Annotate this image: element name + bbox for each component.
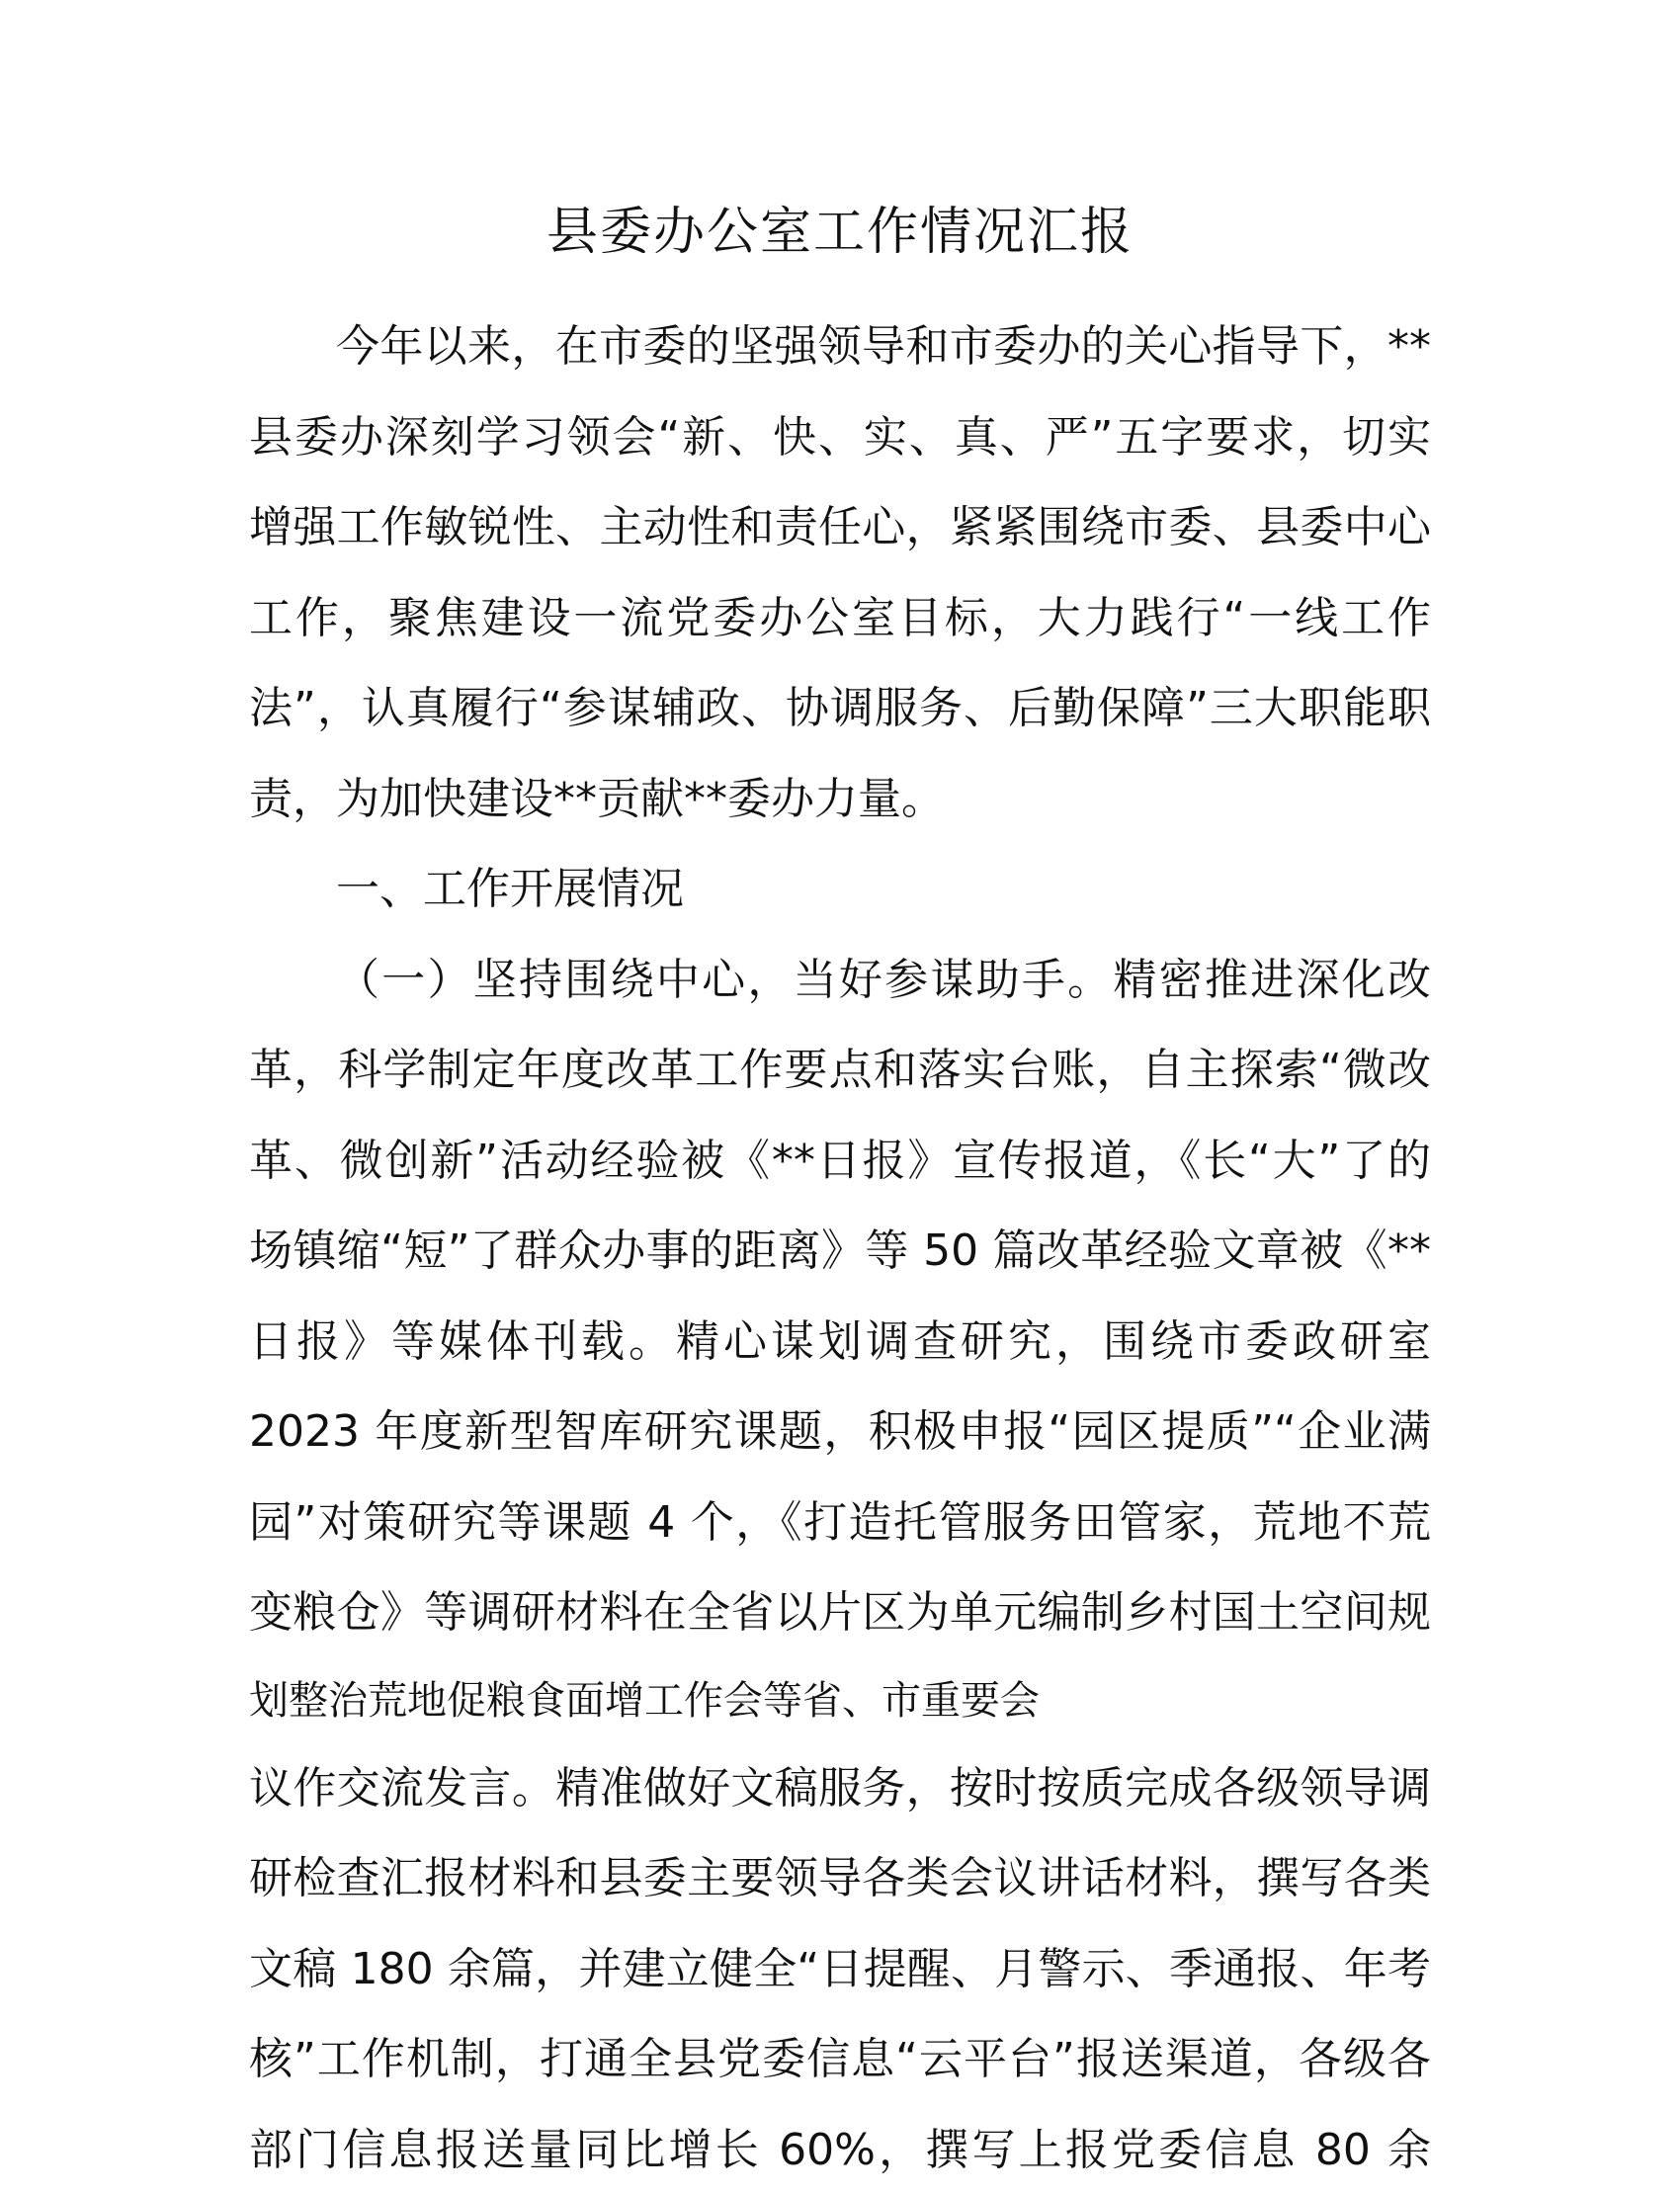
paragraph-line: 划整治荒地促粮食面增工作会等省、市重要会 xyxy=(249,1658,1431,1743)
paragraph-line: 日报》等媒体刊载。精心谋划调查研究，围绕市委政研室 xyxy=(249,1297,1431,1388)
paragraph-line: 部门信息报送量同比增长 60%，撰写上报党委信息 80 余 xyxy=(249,2105,1431,2195)
paragraph-line: 工作，聚焦建设一流党委办公室目标，大力践行“一线工作 xyxy=(249,573,1431,664)
document-title: 县委办公室工作情况汇报 xyxy=(0,198,1680,267)
paragraph-line: 革、微创新”活动经验被《**日报》宣传报道，《长“大”了的 xyxy=(249,1116,1431,1207)
paragraph-line: （一）坚持围绕中心，当好参谋助手。精密推进深化改 xyxy=(249,935,1431,1026)
paragraph-line: 法”，认真履行“参谋辅政、协调服务、后勤保障”三大职能职 xyxy=(249,663,1431,754)
paragraph-line: 园”对策研究等课题 4 个，《打造托管服务田管家，荒地不荒 xyxy=(249,1477,1431,1568)
paragraph-line: 研检查汇报材料和县委主要领导各类会议讲话材料，撰写各类 xyxy=(249,1833,1431,1924)
paragraph-line: 文稿 180 余篇，并建立健全“日提醒、月警示、季通报、年考 xyxy=(249,1924,1431,2015)
section-heading: 一、工作开展情况 xyxy=(249,844,1431,935)
paragraph-line: 革，科学制定年度改革工作要点和落实台账，自主探索“微改 xyxy=(249,1025,1431,1116)
document-body xyxy=(249,301,1431,2195)
paragraph-line: 县委办深刻学习领会“新、快、实、真、严”五字要求，切实 xyxy=(249,392,1431,483)
paragraph-line: 议作交流发言。精准做好文稿服务，按时按质完成各级领导调 xyxy=(249,1743,1431,1834)
paragraph-line: 变粮仓》等调研材料在全省以片区为单元编制乡村国土空间规 xyxy=(249,1567,1431,1658)
paragraph-line: 核”工作机制，打通全县党委信息“云平台”报送渠道，各级各 xyxy=(249,2014,1431,2105)
paragraph-line: 场镇缩“短”了群众办事的距离》等 50 篇改革经验文章被《** xyxy=(249,1206,1431,1297)
paragraph-line: 责，为加快建设**贡献**委办力量。 xyxy=(249,754,1431,845)
paragraph-line: 增强工作敏锐性、主动性和责任心，紧紧围绕市委、县委中心 xyxy=(249,482,1431,573)
paragraph-line: 今年以来，在市委的坚强领导和市委办的关心指导下，** xyxy=(249,301,1431,392)
paragraph-line: 2023 年度新型智库研究课题，积极申报“园区提质”“企业满 xyxy=(249,1387,1431,1477)
